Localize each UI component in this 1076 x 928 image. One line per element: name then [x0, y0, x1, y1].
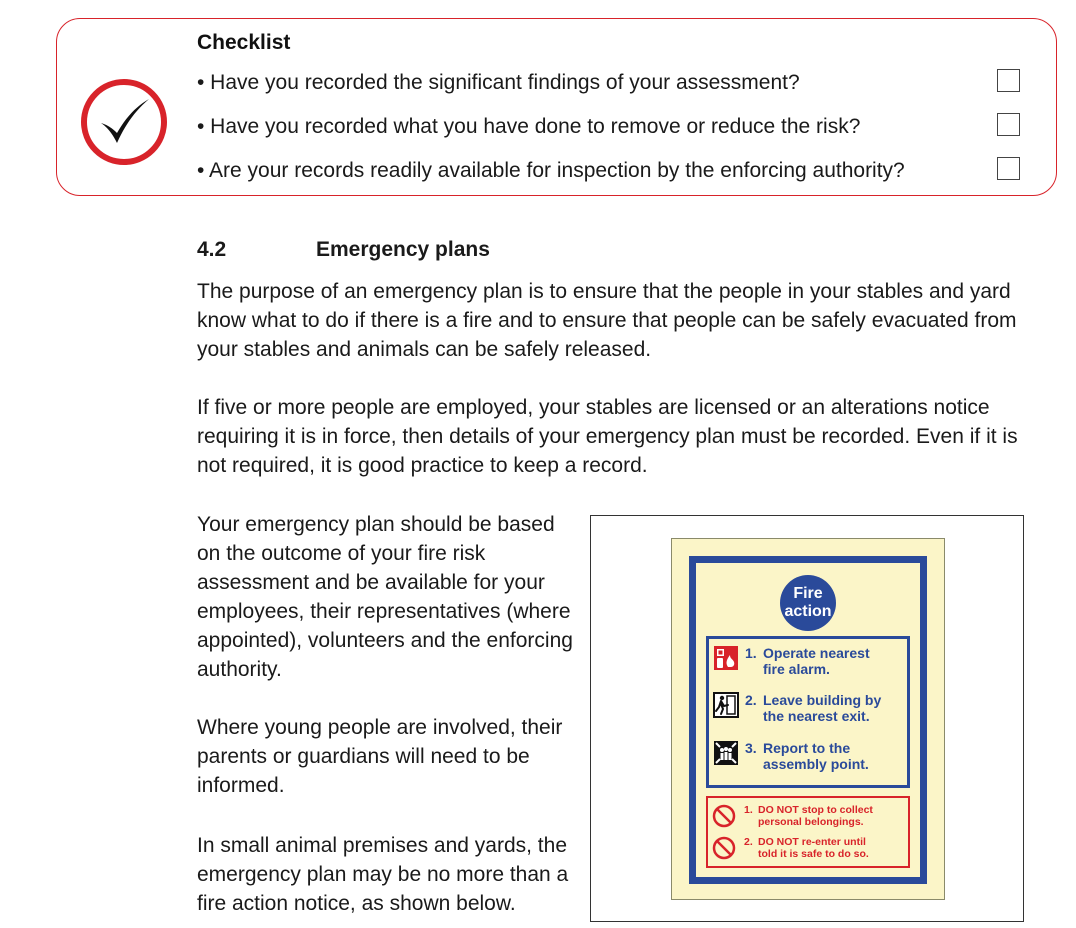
checklist-item-findings: • Have you recorded the significant findings of your assessment? [197, 71, 800, 94]
section-title: Emergency plans [316, 238, 490, 261]
fire-action-sign-figure [590, 515, 1024, 922]
checkbox-records[interactable] [997, 157, 1020, 180]
checkbox-findings[interactable] [997, 69, 1020, 92]
fire-alarm-icon [713, 645, 739, 671]
steps-box [706, 636, 910, 788]
badge-line-2: action [784, 603, 832, 620]
step-item [713, 645, 870, 677]
no-entry-icon [712, 836, 736, 860]
do-not-item [712, 836, 869, 860]
paragraph-young-people: Where young people are involved, their parents or guardians will need to be informed. [197, 716, 563, 797]
step-item [713, 740, 869, 772]
checklist-item-records: • Are your records readily available for inspection by the enforcing authority? [197, 159, 905, 182]
paragraph-small-premises: In small animal premises and yards, the emergency plan may be no more than a fire action notice, as shown below. [197, 834, 569, 915]
step-text: 1. Operate nearest fire alarm. [745, 645, 870, 677]
do-not-text: 1. DO NOT stop to collect personal belongings. [744, 804, 873, 828]
step-item [713, 692, 881, 724]
badge-line-1: Fire [793, 585, 823, 602]
no-entry-icon [712, 804, 736, 828]
fire-action-sign [671, 538, 945, 900]
exit-icon [713, 692, 739, 718]
step-text: 3. Report to the assembly point. [745, 740, 869, 772]
sign-border [689, 556, 927, 884]
checklist-item-reduce-risk: • Have you recorded what you have done to remove or reduce the risk? [197, 115, 861, 138]
step-text: 2. Leave building by the nearest exit. [745, 692, 882, 724]
paragraph-purpose: The purpose of an emergency plan is to ensure that the people in your stables and yard know what to do if there is a fire and to ensure that people can be safely evacuated from your stables and animals can be safely released. [197, 280, 1017, 361]
do-not-box [706, 796, 910, 868]
fire-action-badge [780, 575, 836, 631]
checkmark-icon [79, 77, 169, 167]
assembly-point-icon [713, 740, 739, 766]
do-not-item [712, 804, 873, 828]
section-number: 4.2 [197, 238, 227, 261]
paragraph-based-on-assessment: Your emergency plan should be based on the outcome of your fire risk assessment and be available for your employees, their representatives (where appointed), volunteers and the enforcing authority. [197, 513, 573, 681]
checklist-title: Checklist [197, 31, 291, 54]
checkbox-reduce-risk[interactable] [997, 113, 1020, 136]
do-not-text: 2. DO NOT re-enter until told it is safe to do so. [744, 836, 869, 860]
paragraph-recording: If five or more people are employed, your stables are licensed or an alterations notice requiring it is in force, then details of your emergency plan must be recorded. Even if it is not required, it is good practice to keep a record. [197, 396, 1018, 477]
